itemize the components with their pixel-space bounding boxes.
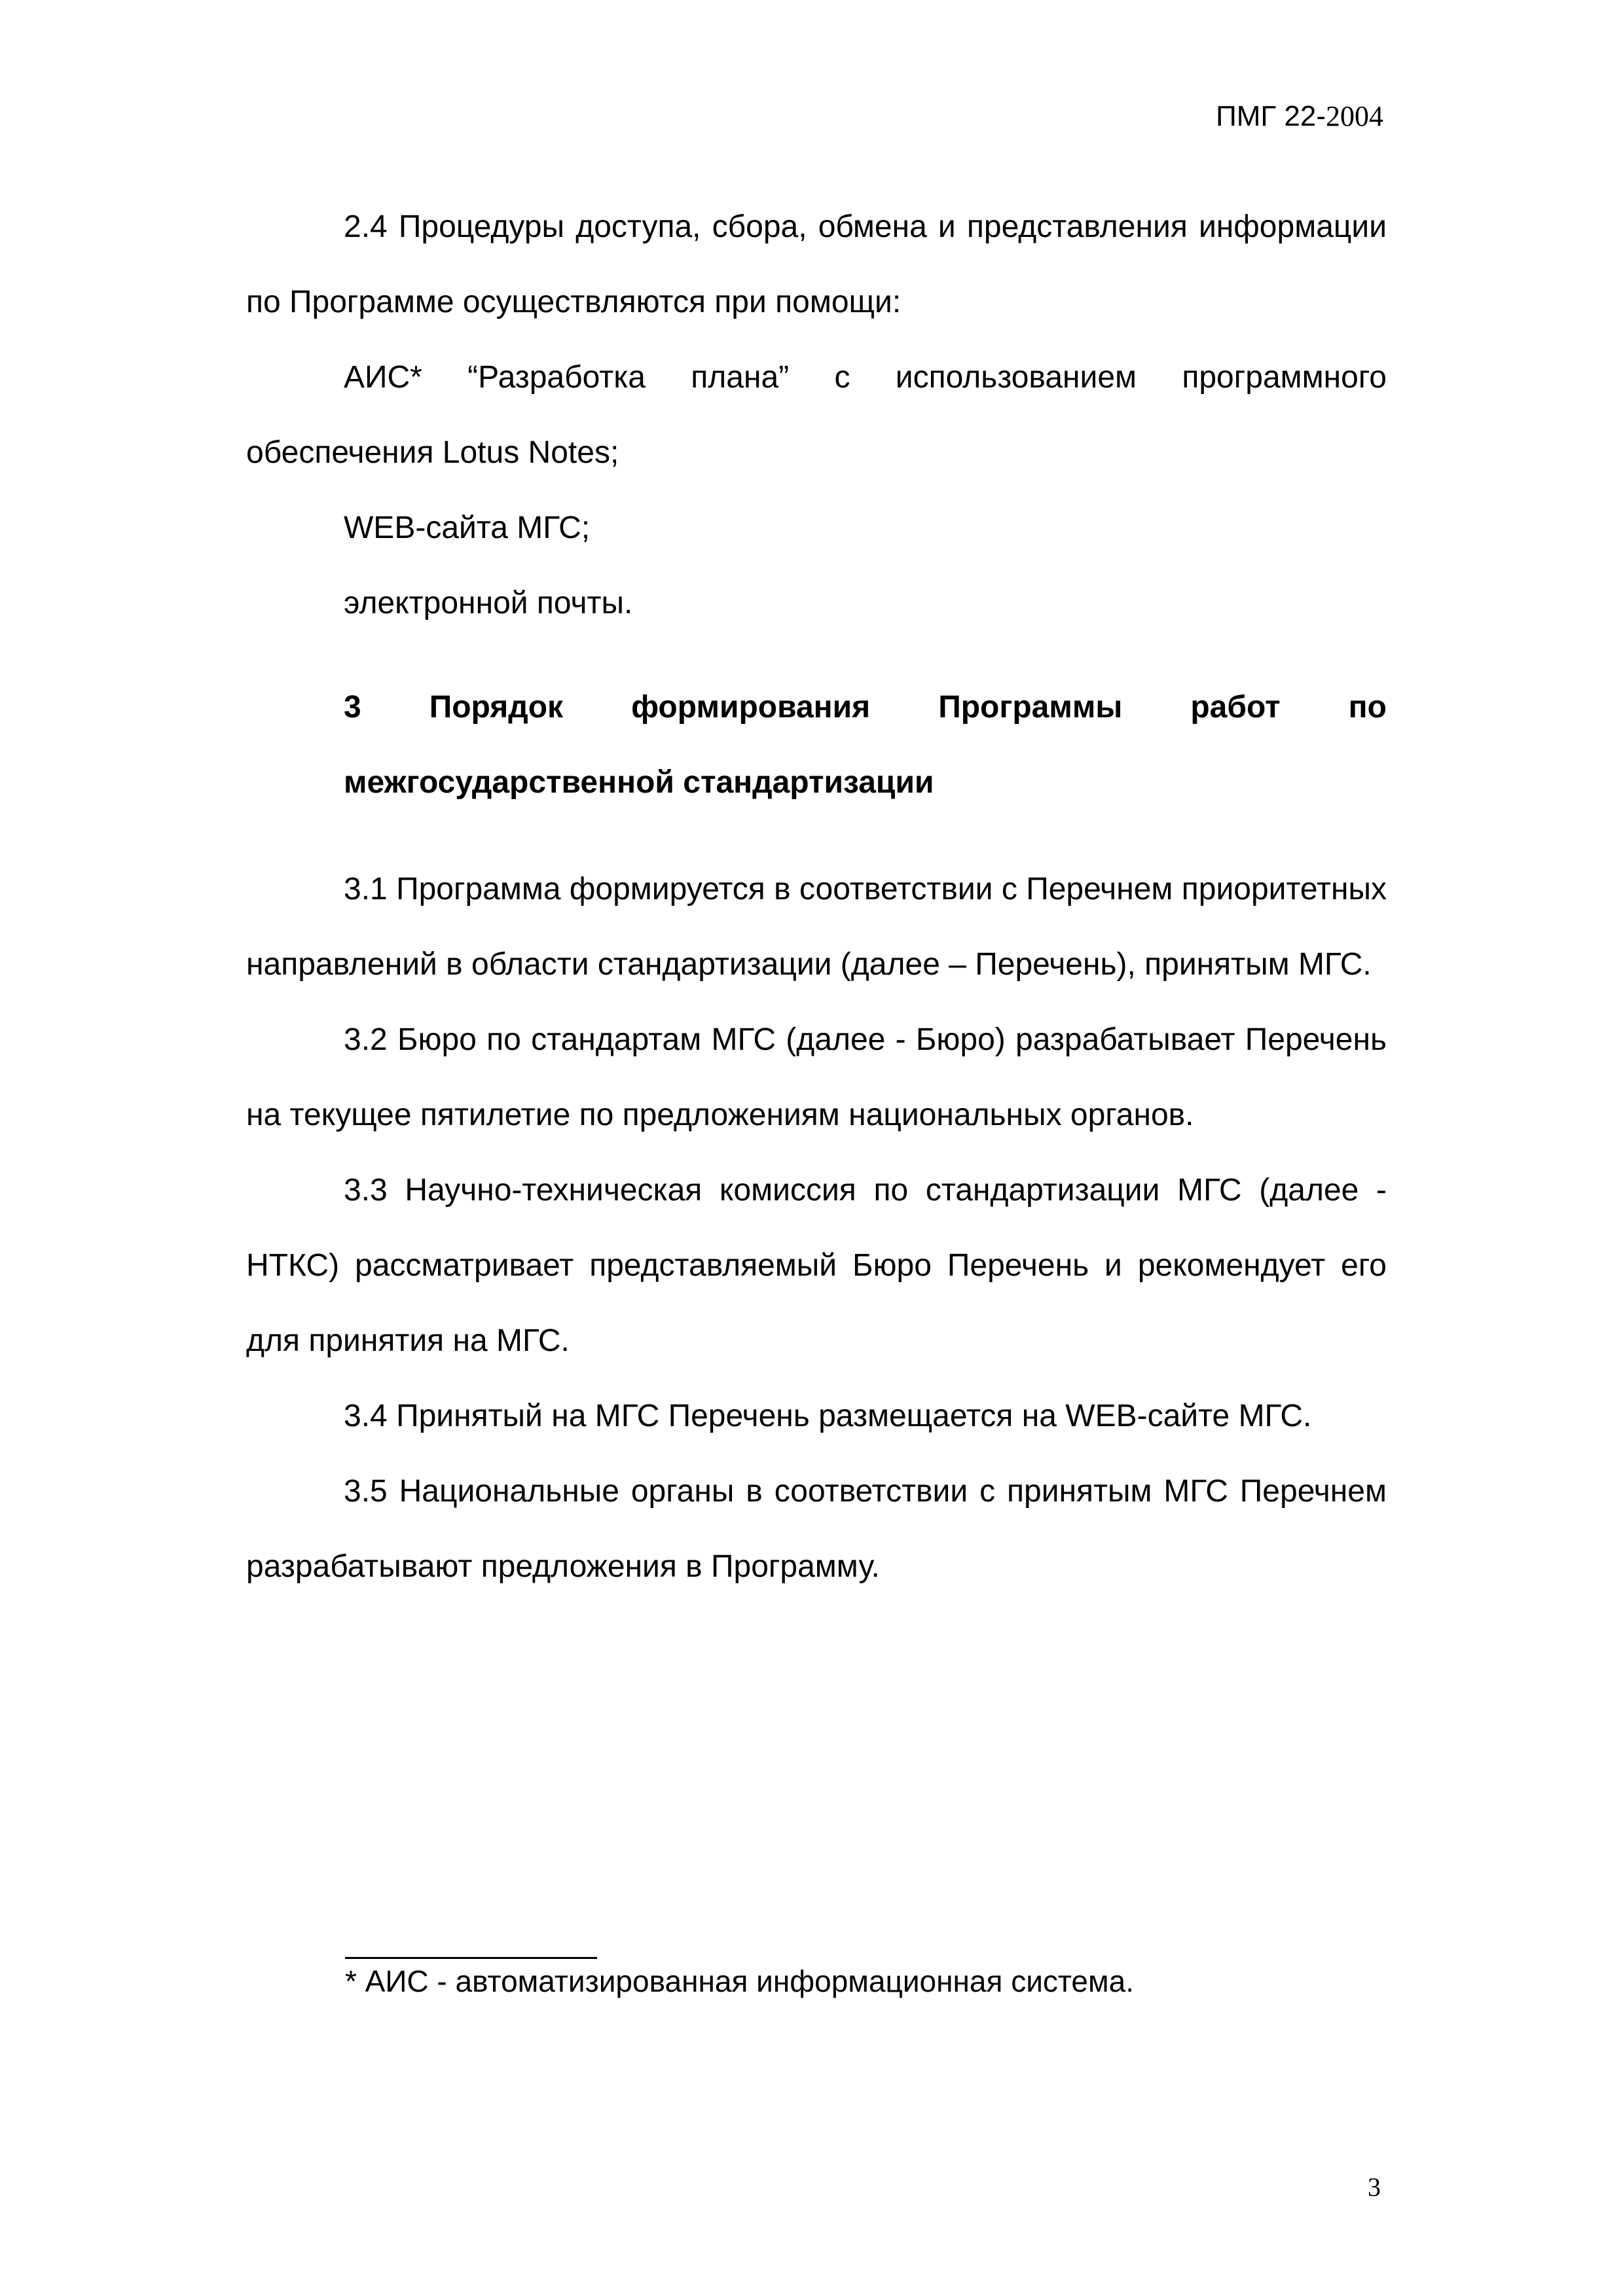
paragraph-2-4: 2.4 Процедуры доступа, сбора, обмена и представления информации по Программе осуществляются при помощи: (246, 209, 1387, 319)
heading-word: Программы (938, 690, 1123, 725)
footnote-separator (345, 1957, 597, 1959)
heading-word: по (1348, 690, 1387, 725)
footnote: * АИС - автоматизированная информационная система. (345, 1964, 1135, 1998)
paragraph-3-4: 3.4 Принятый на МГС Перечень размещается на WEB-сайте МГС. (344, 1399, 1312, 1433)
heading-word: работ (1190, 690, 1281, 725)
paragraph-3-1: 3.1 Программа формируется в соответствии с Перечнем приоритетных направлений в области стандартизации (далее – Перечень), принятым МГС. (246, 872, 1387, 982)
header-doc-code: ПМГ 22- (1216, 100, 1326, 132)
page-body (246, 189, 1387, 1604)
list-item-web-site: WEB-сайта МГС; (344, 511, 591, 545)
paragraph-3-2: 3.2 Бюро по стандартам МГС (далее - Бюро) разрабатывает Перечень на текущее пятилетие по предложениям национальных органов. (246, 1022, 1387, 1132)
page-number: 3 (1368, 2172, 1381, 2202)
list-item-ais: АИС* “Разработка плана” с использованием программного обеспечения Lotus Notes; (246, 360, 1387, 470)
section-3-heading-line2: межгосударственной стандартизации (344, 765, 934, 800)
header-doc-year: 2004 (1326, 100, 1383, 132)
heading-word: формирования (631, 690, 871, 725)
page-header (1216, 99, 1383, 134)
section-3-heading (344, 670, 1387, 820)
section-number: 3 (344, 690, 361, 725)
section-3-heading-line1 (344, 670, 1387, 745)
list-item-email: электронной почты. (344, 586, 633, 620)
heading-word: Порядок (429, 690, 564, 725)
paragraph-3-5: 3.5 Национальные органы в соответствии с принятым МГС Перечнем разрабатывают предложения в Программу. (246, 1474, 1387, 1584)
paragraph-3-3: 3.3 Научно-техническая комиссия по стандартизации МГС (далее - НТКС) рассматривает представляемый Бюро Перечень и рекомендует его для принятия на МГС. (246, 1173, 1387, 1358)
